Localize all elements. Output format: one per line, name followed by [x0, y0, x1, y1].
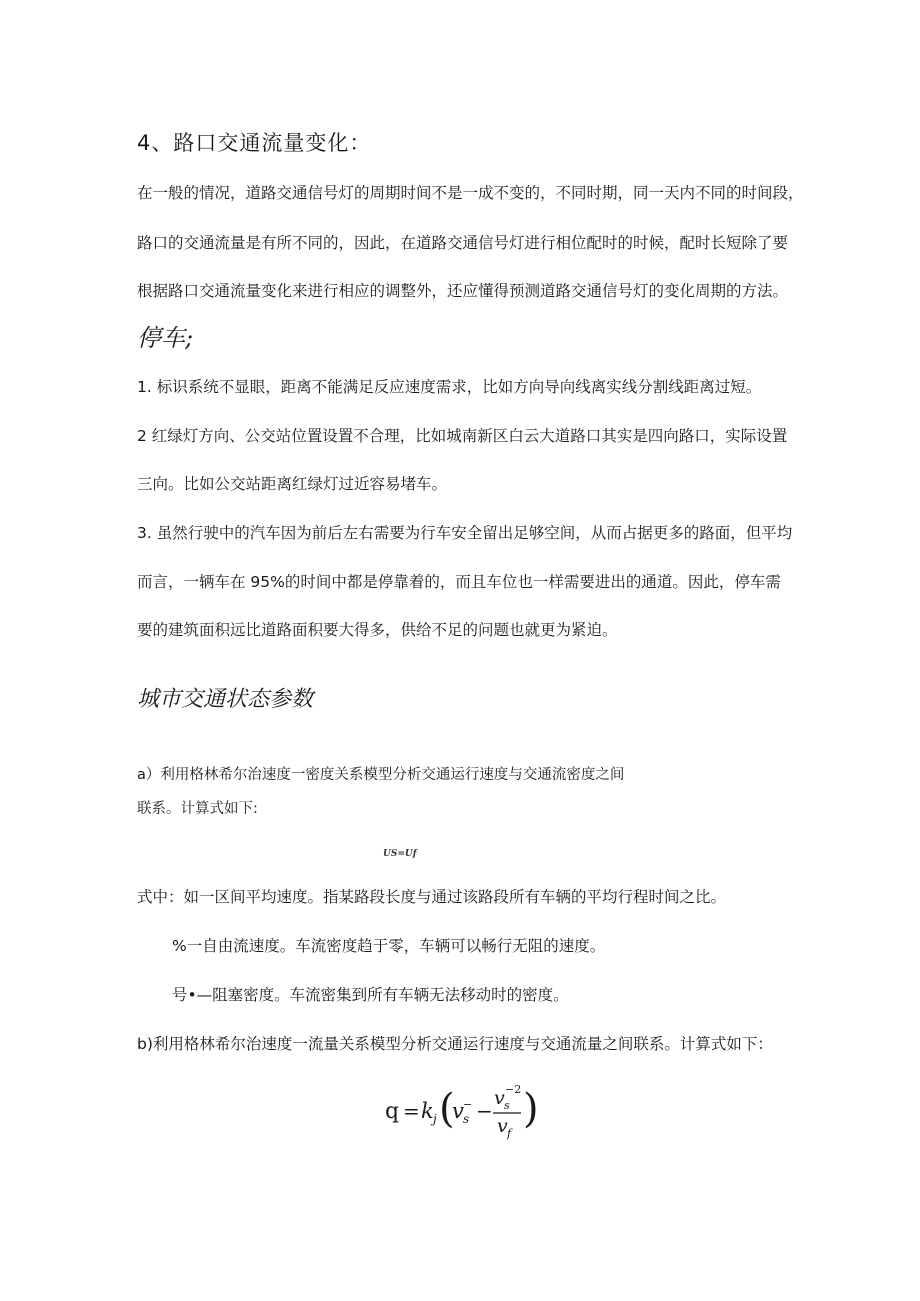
- parking-item-3-line-3: 要的建筑面积远比道路面积要大得多，供给不足的问题也就更为紧迫。: [137, 621, 618, 639]
- item-b-line: b)利用格林希尔治速度一流量关系模型分析交通运行速度与交通流量之间联系。计算式如下：: [137, 1035, 773, 1053]
- formula-den-v: v: [497, 1115, 508, 1137]
- parking-item-2-line-1: 2 红绿灯方向、公交站位置设置不合理，比如城南新区白云大道路口其实是四向路口，实际设置: [137, 427, 788, 445]
- formula-v-s-sub: s: [463, 1112, 470, 1126]
- formula-where-line: 式中：如一区间平均速度。指某路段长度与通过该路段所有车辆的平均行程时间之比。: [137, 888, 727, 906]
- formula-j: j: [433, 1112, 437, 1126]
- paragraph-line-2: 路口的交通流量是有所不同的，因此，在道路交通信号灯进行相位配时的时候，配时长短除了要: [137, 234, 789, 252]
- parking-item-3-line-2: 而言，一辆车在 95%的时间中都是停靠着的，而且车位也一样需要进出的通道。因此，停车需: [137, 573, 781, 591]
- item-a-line-1: a）利用格林希尔治速度一密度关系模型分析交通运行速度与交通流密度之间: [137, 767, 625, 783]
- definition-jam-density: 号•—阻塞密度。车流密集到所有车辆无法移动时的密度。: [172, 986, 569, 1004]
- formula-right-paren: ): [523, 1086, 539, 1132]
- parking-item-2-line-2: 三向。比如公交站距离红绿灯过近容易堵车。: [137, 475, 448, 493]
- formula-minus: −: [476, 1099, 493, 1123]
- traffic-state-heading: 城市交通状态参数: [137, 687, 314, 712]
- parking-item-3-line-1: 3. 虽然行驶中的汽车因为前后左右需要为行车安全留出足够空间，从而占据更多的路面，但平均: [137, 524, 793, 542]
- formula-num-v: v: [494, 1087, 505, 1109]
- paragraph-line-3: 根据路口交通流量变化来进行相应的调整外，还应懂得预测道路交通信号灯的变化周期的方法。: [137, 282, 789, 300]
- section-heading-traffic-flow: 4、路口交通流量变化：: [137, 131, 372, 155]
- formula-num-sub: s: [504, 1099, 510, 1112]
- formula-q: q: [385, 1099, 400, 1124]
- formula-num-sup: −2: [505, 1083, 522, 1096]
- formula-v-s: v: [452, 1099, 464, 1123]
- formula-speed-flow: [383, 1078, 543, 1140]
- parking-heading: 停车;: [137, 324, 194, 352]
- paragraph-line-1: 在一般的情况，道路交通信号灯的周期时间不是一成不变的，不同时期，同一天内不同的时间段，: [137, 184, 804, 202]
- formula-den-sub: f: [507, 1127, 512, 1140]
- formula-greenshields-density: US=Uf: [383, 849, 417, 859]
- definition-free-flow-speed: %一自由流速度。车流密度趋于零，车辆可以畅行无阻的速度。: [172, 937, 606, 955]
- formula-equals: =: [403, 1099, 420, 1123]
- formula-k: k: [421, 1099, 434, 1123]
- formula-v-s-sup: −: [463, 1098, 473, 1111]
- formula-left-paren: (: [439, 1086, 455, 1132]
- item-a-line-2: 联系。计算式如下:: [137, 801, 258, 817]
- parking-item-1: 1. 标识系统不显眼，距离不能满足反应速度需求，比如方向导向线离实线分割线距离过短。: [137, 378, 762, 396]
